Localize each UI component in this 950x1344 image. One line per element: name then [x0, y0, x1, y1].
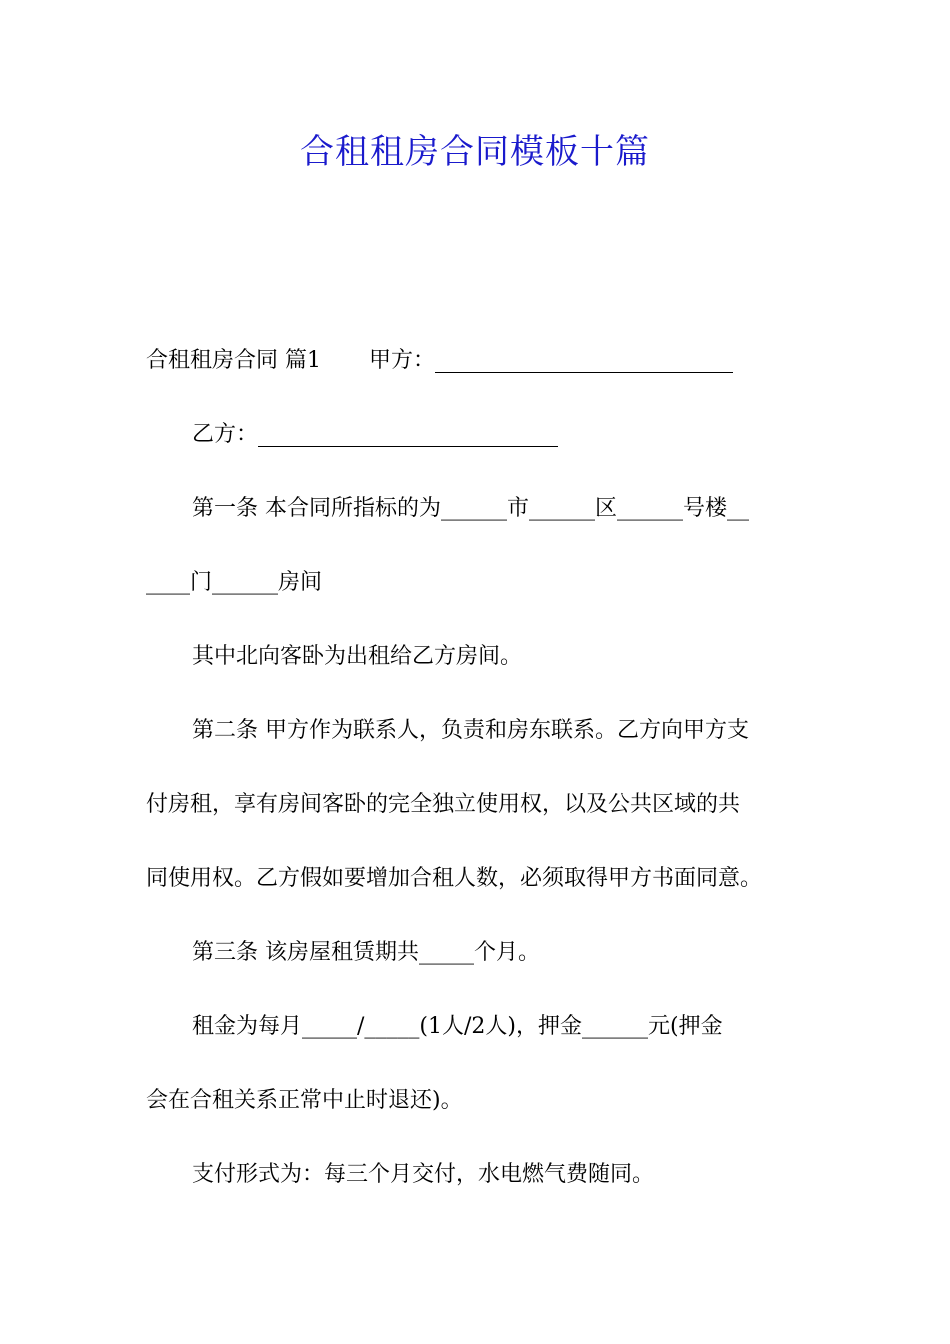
contract-line: 支付形式为：每三个月交付，水电燃气费随同。 [192, 1162, 655, 1187]
contract-body [146, 324, 810, 1212]
contract-line-party-a [146, 324, 810, 398]
contract-line-party-b [146, 398, 810, 472]
section-heading: 合租租房合同 篇1 [146, 348, 321, 373]
contract-line: 第二条 甲方作为联系人，负责和房东联系。乙方向甲方支 [192, 718, 749, 743]
contract-line: 其中北向客卧为出租给乙方房间。 [192, 644, 523, 669]
document-title: 合租租房合同模板十篇 [300, 132, 650, 172]
contract-line: 第三条 该房屋租赁期共_____个月。 [192, 940, 540, 965]
contract-line: 租金为每月_____/_____(1人/2人)，押金______元(押金 [192, 1014, 723, 1039]
contract-line: 付房租，享有房间客卧的完全独立使用权，以及公共区域的共 [146, 792, 741, 817]
contract-line: 第一条 本合同所指标的为______市______区______号楼__ [192, 496, 749, 521]
contract-line: ____门______房间 [146, 570, 323, 595]
contract-line: 会在合租关系正常中止时退还)。 [146, 1088, 463, 1113]
party-a-label: 甲方： [369, 348, 436, 373]
contract-line: 同使用权。乙方假如要增加合租人数，必须取得甲方书面同意。 [146, 866, 763, 891]
party-b-blank [258, 424, 558, 447]
party-b-label: 乙方： [192, 422, 259, 447]
party-a-blank [435, 350, 733, 373]
